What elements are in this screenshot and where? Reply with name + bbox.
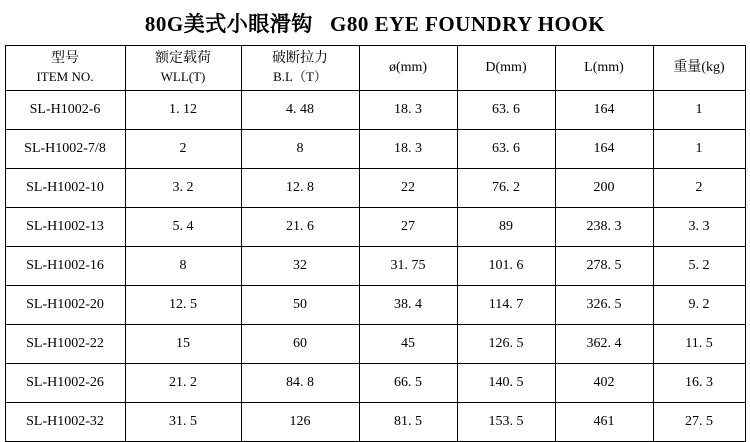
column-header-model-en: ITEM NO. (36, 68, 94, 84)
cell-diameter: 45 (359, 325, 457, 364)
cell-l: 164 (555, 130, 653, 169)
column-header-weight-label: 重量(kg) (673, 59, 725, 75)
cell-model: SL-H1002-7/8 (5, 130, 125, 169)
column-header-model-cn: 型号 (51, 51, 79, 67)
column-header-diameter-label: ø(mm) (388, 59, 428, 75)
table-body (5, 91, 745, 442)
cell-diameter: 18. 3 (359, 91, 457, 130)
cell-l: 362. 4 (555, 325, 653, 364)
column-header-wll-en: WLL(T) (160, 68, 206, 84)
cell-diameter: 31. 75 (359, 247, 457, 286)
cell-weight: 3. 3 (653, 208, 745, 247)
table-row (5, 130, 745, 169)
table-row (5, 325, 745, 364)
cell-d: 126. 5 (457, 325, 555, 364)
table-row (5, 286, 745, 325)
cell-l: 238. 3 (555, 208, 653, 247)
cell-l: 200 (555, 169, 653, 208)
cell-diameter: 18. 3 (359, 130, 457, 169)
cell-d: 89 (457, 208, 555, 247)
cell-model: SL-H1002-32 (5, 403, 125, 442)
cell-weight: 2 (653, 169, 745, 208)
column-header-wll-cn: 额定载荷 (155, 51, 211, 67)
cell-l: 461 (555, 403, 653, 442)
cell-weight: 27. 5 (653, 403, 745, 442)
column-header-l-label: L(mm) (584, 59, 624, 75)
cell-breaking-load: 12. 8 (241, 169, 359, 208)
cell-wll: 15 (125, 325, 241, 364)
cell-model: SL-H1002-10 (5, 169, 125, 208)
cell-wll: 5. 4 (125, 208, 241, 247)
cell-model: SL-H1002-22 (5, 325, 125, 364)
table-row (5, 403, 745, 442)
cell-breaking-load: 84. 8 (241, 364, 359, 403)
cell-model: SL-H1002-20 (5, 286, 125, 325)
cell-breaking-load: 50 (241, 286, 359, 325)
cell-weight: 11. 5 (653, 325, 745, 364)
column-header-d-label: D(mm) (485, 59, 527, 75)
specification-table (5, 45, 746, 442)
cell-wll: 12. 5 (125, 286, 241, 325)
table-row (5, 364, 745, 403)
cell-wll: 31. 5 (125, 403, 241, 442)
table-row (5, 208, 745, 247)
cell-weight: 9. 2 (653, 286, 745, 325)
cell-weight: 5. 2 (653, 247, 745, 286)
cell-wll: 3. 2 (125, 169, 241, 208)
column-header-wll (125, 46, 241, 91)
cell-breaking-load: 32 (241, 247, 359, 286)
cell-d: 63. 6 (457, 130, 555, 169)
cell-diameter: 22 (359, 169, 457, 208)
cell-d: 76. 2 (457, 169, 555, 208)
cell-weight: 1 (653, 130, 745, 169)
cell-model: SL-H1002-16 (5, 247, 125, 286)
cell-diameter: 38. 4 (359, 286, 457, 325)
cell-wll: 1. 12 (125, 91, 241, 130)
cell-weight: 16. 3 (653, 364, 745, 403)
cell-d: 101. 6 (457, 247, 555, 286)
cell-breaking-load: 4. 48 (241, 91, 359, 130)
cell-breaking-load: 60 (241, 325, 359, 364)
cell-l: 278. 5 (555, 247, 653, 286)
cell-d: 153. 5 (457, 403, 555, 442)
cell-breaking-load: 8 (241, 130, 359, 169)
cell-weight: 1 (653, 91, 745, 130)
column-header-l (555, 46, 653, 91)
column-header-breaking-load (241, 46, 359, 91)
cell-wll: 21. 2 (125, 364, 241, 403)
column-header-weight (653, 46, 745, 91)
column-header-breaking-load-cn: 破断拉力 (272, 51, 328, 67)
cell-model: SL-H1002-6 (5, 91, 125, 130)
column-header-breaking-load-en: B.L（T） (273, 68, 327, 84)
cell-wll: 2 (125, 130, 241, 169)
cell-d: 114. 7 (457, 286, 555, 325)
cell-diameter: 27 (359, 208, 457, 247)
cell-wll: 8 (125, 247, 241, 286)
cell-diameter: 66. 5 (359, 364, 457, 403)
table-row (5, 247, 745, 286)
cell-diameter: 81. 5 (359, 403, 457, 442)
table-row (5, 169, 745, 208)
page-title: 80G美式小眼滑钩 G80 EYE FOUNDRY HOOK (144, 12, 606, 36)
cell-l: 402 (555, 364, 653, 403)
table-header (5, 46, 745, 91)
cell-breaking-load: 126 (241, 403, 359, 442)
column-header-model (5, 46, 125, 91)
column-header-d (457, 46, 555, 91)
cell-d: 63. 6 (457, 91, 555, 130)
cell-breaking-load: 21. 6 (241, 208, 359, 247)
cell-l: 164 (555, 91, 653, 130)
table-row (5, 91, 745, 130)
cell-l: 326. 5 (555, 286, 653, 325)
cell-model: SL-H1002-13 (5, 208, 125, 247)
cell-model: SL-H1002-26 (5, 364, 125, 403)
table-header-row (5, 46, 745, 91)
column-header-diameter (359, 46, 457, 91)
cell-d: 140. 5 (457, 364, 555, 403)
